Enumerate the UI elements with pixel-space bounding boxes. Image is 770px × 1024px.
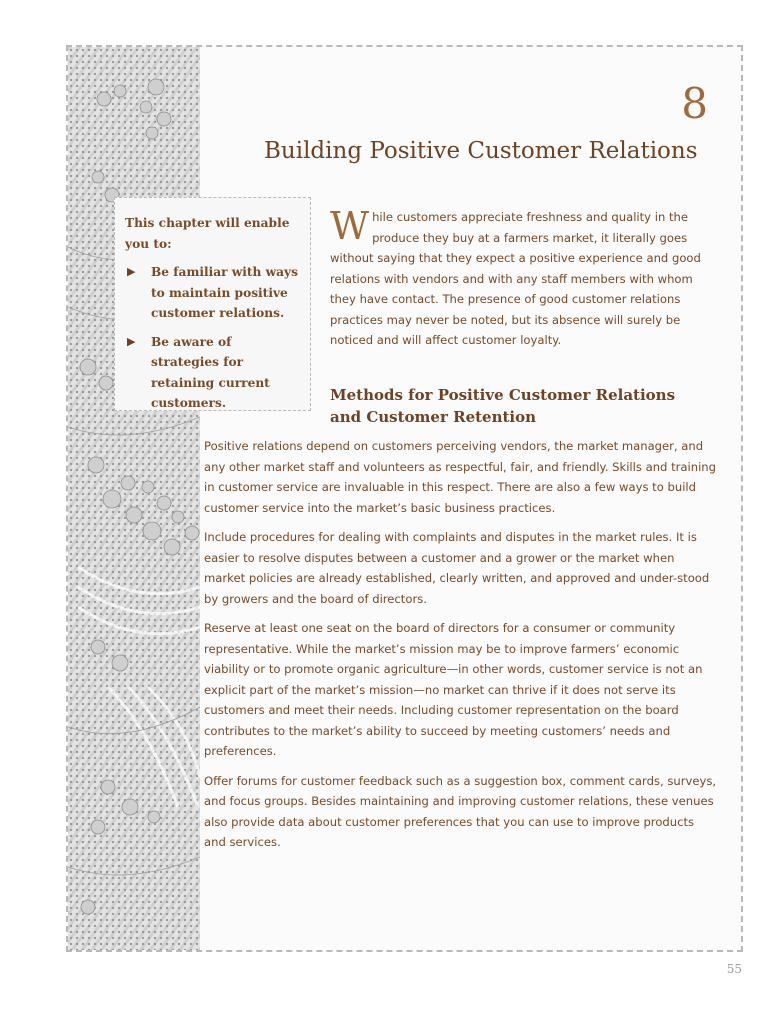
body-paragraph: Include procedures for dealing with complaints and disputes in the market rules. It is easier to resolve disputes between a customer and a grower or the market when market policies are already established, clearly written, and approved and under-stood by growers and the board of directors. [204,530,710,606]
decorative-farmland-illustration [68,47,200,950]
body-paragraph: Reserve at least one seat on the board of directors for a consumer or community representative. While the market’s mission may be to improve farmers’ economic viability or to promote organic agriculture—in other words, customer service is not an explicit part of the market’s mission—no market can thrive if it does not serve its customers and meet their needs. Including customer representation on the board contributes to the market’s ability to succeed by meeting customers’ needs and preferences. [204,621,703,758]
chapter-objectives-box [114,197,311,411]
drop-cap: W [330,204,370,248]
objective-item [125,262,300,324]
bullet-arrow-icon: ▶ [127,265,136,278]
objective-item [125,332,300,414]
page-number: 55 [726,962,742,976]
body-paragraph: Positive relations depend on customers perceiving vendors, the market manager, and any other market staff and volunteers as respectful, fair, and friendly. Skills and training in customer service are invaluable in this respect. There are also a few ways to build customer service into the market’s basic business practices. [204,439,717,515]
intro-text: hile customers appreciate freshness and quality in the produce they buy at a farmers market, it literally goes without saying that they expect a positive experience and good relations with vendors and with any staff members with whom they have contact. The presence of good customer relations practices may never be noted, but its absence will surely be noticed and will affect customer loyalty. [330,210,701,347]
farmland-pattern [68,47,200,952]
objectives-intro: This chapter will enable you to: [125,216,290,251]
chapter-number: 8 [681,79,708,128]
chapter-title: Building Positive Customer Relations [264,138,698,164]
objective-text: Be aware of strategies for retaining current customers. [151,334,270,410]
section-heading: Methods for Positive Customer Relations and Customer Retention [330,386,676,426]
objectives-list [125,262,300,414]
body-paragraph: Offer forums for customer feedback such as a suggestion box, comment cards, surveys, and focus groups. Besides maintaining and improving customer relations, these venues also provide data about customer preferences that you can use to improve products and services. [204,773,717,849]
page-frame [66,45,743,952]
body-text [204,436,719,862]
objective-text: Be familiar with ways to maintain positive customer relations. [151,265,298,320]
bullet-arrow-icon: ▶ [127,334,136,348]
intro-paragraph [330,204,710,351]
